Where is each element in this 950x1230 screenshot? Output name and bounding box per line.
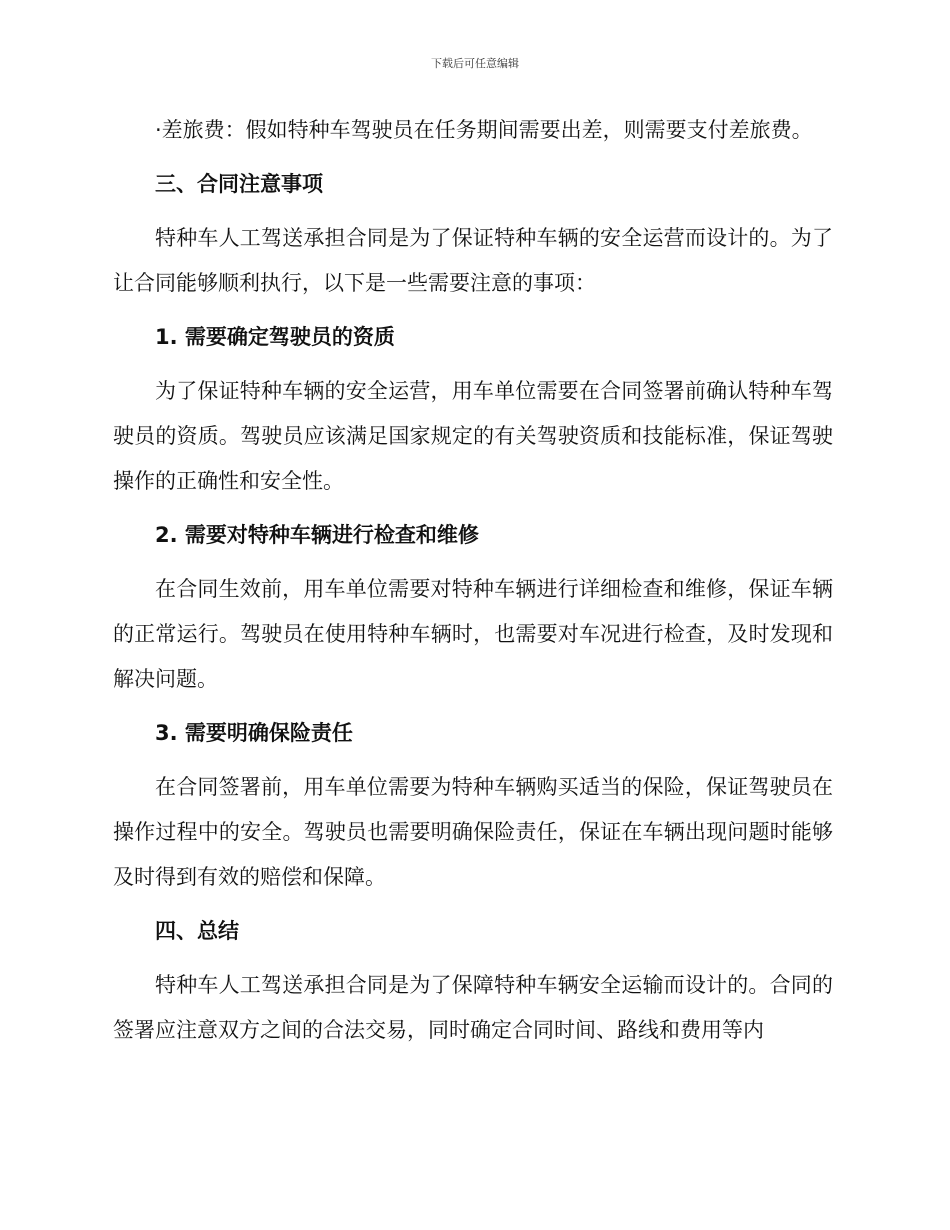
subheading-insurance: 3. 需要明确保险责任	[155, 721, 353, 745]
header-note: 下载后可任意编辑	[431, 57, 519, 70]
paragraph-vehicle-inspection: 在合同生效前，用车单位需要对特种车辆进行详细检查和维修，保证车辆的正常运行。驾驶员在使用特种车辆时，也需要对车况进行检查，及时发现和解决问题。	[113, 577, 833, 691]
document-body	[113, 108, 833, 1062]
paragraph-travel-expense: ·差旅费：假如特种车驾驶员在任务期间需要出差，则需要支付差旅费。	[155, 118, 813, 142]
section-heading-notes: 三、合同注意事项	[155, 172, 323, 196]
paragraph-summary: 特种车人工驾送承担合同是为了保障特种车辆安全运输而设计的。合同的签署应注意双方之间的合法交易，同时确定合同时间、路线和费用等内	[113, 973, 833, 1042]
paragraph-notes-intro: 特种车人工驾送承担合同是为了保证特种车辆的安全运营而设计的。为了让合同能够顺利执行，以下是一些需要注意的事项：	[113, 226, 833, 295]
section-heading-summary: 四、总结	[155, 919, 239, 943]
paragraph-driver-qualification: 为了保证特种车辆的安全运营，用车单位需要在合同签署前确认特种车驾驶员的资质。驾驶员应该满足国家规定的有关驾驶资质和技能标准，保证驾驶操作的正确性和安全性。	[113, 379, 833, 493]
paragraph-insurance: 在合同签署前，用车单位需要为特种车辆购买适当的保险，保证驾驶员在操作过程中的安全。驾驶员也需要明确保险责任，保证在车辆出现问题时能够及时得到有效的赔偿和保障。	[113, 775, 833, 889]
subheading-driver-qualification: 1. 需要确定驾驶员的资质	[155, 325, 395, 349]
subheading-vehicle-inspection: 2. 需要对特种车辆进行检查和维修	[155, 523, 479, 547]
